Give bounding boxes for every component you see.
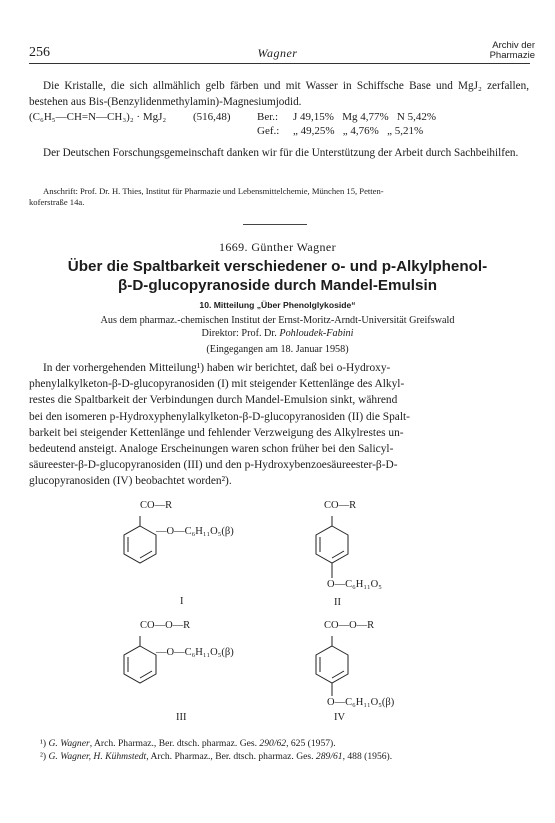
- footnote-journal: , Arch. Pharmaz., Ber. dtsch. pharmaz. Ges.: [146, 751, 316, 762]
- structure-I-label: I: [180, 596, 184, 607]
- structure-III-top-group: CO—O—R: [140, 620, 191, 631]
- structure-II-top-group: CO—R: [324, 500, 357, 511]
- footnote-volume: 289/61: [315, 751, 343, 762]
- article-body: [29, 360, 529, 490]
- received-date: (Eingegangen am 18. Januar 1958): [206, 344, 349, 355]
- article-separator: [243, 224, 307, 225]
- journal-name: [490, 41, 535, 60]
- body-line: In der vorhergehenden Mitteilung¹) haben wir berichtet, daß bei o-Hydroxy-: [43, 362, 391, 374]
- affiliation: Aus dem pharmaz.-chemischen Institut der Ernst-Moritz-Arndt-Universität Greifswald: [100, 315, 455, 326]
- analysis-found-values: „ 49,25% „ 4,76% „ 5,21%: [293, 125, 424, 137]
- acknowledgement-text: Der Deutschen Forschungsgemeinschaft danken wir für die Unterstützung der Arbeit durch Sachbeihilfen.: [43, 147, 519, 159]
- address-line2: koferstraße 14a.: [29, 197, 85, 207]
- previous-article-text: [29, 79, 529, 110]
- article-number-author: 1669. Günther Wagner: [218, 240, 337, 254]
- page-number: 256: [29, 45, 50, 60]
- structure-I: [118, 500, 268, 618]
- body-line: restes die Spaltbarkeit der Verbindungen durch Mandel-Emulsion sinkt, während: [29, 394, 398, 407]
- structure-IV: [310, 620, 460, 725]
- body-line: bei den isomeren p-Hydroxyphenylalkylketon-β-D-glucopyranosiden (II) die Spalt-: [29, 410, 410, 423]
- structure-III-side-group: —O—C₆H₁₁O₅(β): [156, 647, 234, 658]
- footnote-authors: G. Wagner, H. Kühmstedt: [48, 751, 147, 762]
- structure-IV-label: IV: [334, 712, 346, 723]
- structure-III: [118, 620, 268, 725]
- footnote-authors: G. Wagner: [48, 738, 90, 749]
- body-line: säureester-β-D-glucopyranosiden (III) und den p-Hydroxybenzoesäureester-β-D-: [29, 459, 398, 472]
- structure-I-side-group: —O—C₆H₁₁O₅(β): [156, 526, 234, 537]
- analysis-calc-values: J 49,15% Mg 4,77% N 5,42%: [293, 111, 436, 123]
- footnote-marker: ²): [40, 751, 47, 762]
- structure-II-bottom-group: O—C₆H₁₁O₅: [327, 579, 382, 590]
- journal-name-line1: Archiv der: [492, 40, 535, 51]
- header-rule: [29, 63, 530, 64]
- footnote-journal: , Arch. Pharmaz., Ber. dtsch. pharmaz. Ges.: [89, 738, 260, 749]
- analysis-found-label: Gef.:: [257, 125, 280, 137]
- structure-II-label: II: [334, 597, 341, 608]
- structure-I-top-group: CO—R: [140, 500, 173, 511]
- director-prefix: Direktor: Prof. Dr.: [201, 328, 277, 339]
- director-name: Pohloudek-Fabini: [279, 328, 354, 339]
- structure-IV-top-group: CO—O—R: [324, 620, 375, 631]
- footnote-volume: 290/62: [259, 738, 287, 749]
- body-line: phenylalkylketon-β-D-glucopyranosiden (I) mit steigender Kettenlänge des Alkyl-: [29, 378, 405, 391]
- article-title-line2: β-D-glucopyranoside durch Mandel-Emulsin: [118, 277, 437, 294]
- crystal-paragraph: Die Kristalle, die sich allmählich gelb färben und mit Wasser in Schiffsche Base und MgJ₂ zerfallen, bestehen aus Bis-(Benzylidenmethylamin)-Magnesiumjodid.: [29, 80, 529, 108]
- analysis-mol-weight: (516,48): [193, 111, 231, 123]
- director-line: [0, 327, 555, 340]
- benzene-ring-II: [310, 514, 390, 614]
- address-line1: Anschrift: Prof. Dr. H. Thies, Institut für Pharmazie und Lebensmittelchemie, München 15, Petten-: [43, 186, 384, 196]
- running-author: Wagner: [257, 46, 298, 60]
- body-line: barkeit bei steigender Kettenlänge und fehlender Verzweigung des Alkylrestes un-: [29, 426, 404, 439]
- footnote-pages: , 625 (1957).: [286, 738, 336, 749]
- structure-III-label: III: [176, 712, 187, 723]
- structure-II: [310, 500, 460, 618]
- footnote-marker: ¹): [40, 738, 47, 749]
- body-line: bedeutend ansteigt. Analoge Erscheinungen waren schon früher bei den Salicyl-: [29, 443, 394, 456]
- body-line: glucopyranosiden (IV) beobachtet worden²).: [29, 475, 232, 488]
- acknowledgement: [29, 146, 529, 162]
- journal-name-line2: Pharmazie: [489, 49, 535, 61]
- structure-IV-bottom-group: O—C₆H₁₁O₅(β): [327, 697, 395, 708]
- benzene-ring-IV: [310, 634, 390, 734]
- footnote-1: [40, 737, 336, 750]
- author-address: [29, 186, 529, 208]
- analysis-calc-label: Ber.:: [257, 111, 279, 123]
- article-subtitle: 10. Mitteilung „Über Phenolglykoside“: [199, 300, 356, 310]
- footnote-2: [40, 750, 392, 763]
- article-title-line1: Über die Spaltbarkeit verschiedener o- und p-Alkylphenol-: [67, 258, 488, 275]
- analysis-formula: (C₆H₅—CH=N—CH₃)₂ · MgJ₂: [29, 111, 167, 123]
- footnote-pages: , 488 (1956).: [342, 751, 393, 762]
